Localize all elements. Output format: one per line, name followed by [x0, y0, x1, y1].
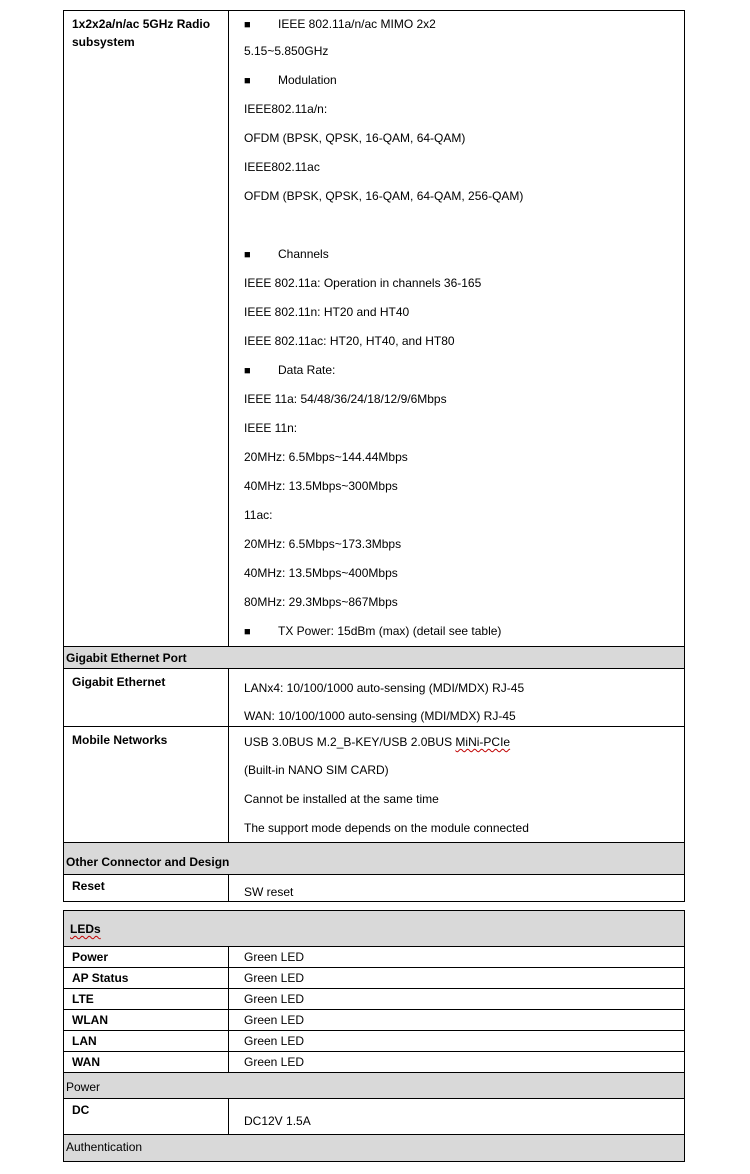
radio-line: ■ IEEE 802.11a/n/ac MIMO 2x2 [244, 11, 684, 37]
leds-section-header [64, 911, 684, 947]
mobile-label: Mobile Networks [64, 727, 229, 842]
radio-line: IEEE 11n: [244, 421, 298, 435]
mobile-line-note: Cannot be installed at the same time [244, 792, 439, 806]
radio-line: IEEE802.11a/n: [244, 102, 328, 116]
gigabit-line-lan: LANx4: 10/100/1000 auto-sensing (MDI/MDX) RJ-45 [244, 681, 525, 695]
mobile-values [229, 727, 684, 842]
radio-line: ■ Channels [244, 240, 684, 269]
led-row [64, 989, 684, 1010]
led-value: Green LED [244, 1034, 305, 1048]
radio-line: 40MHz: 13.5Mbps~300Mbps [244, 479, 398, 493]
mobile-line-mode: The support mode depends on the module connected [244, 821, 529, 835]
radio-line: OFDM (BPSK, QPSK, 16-QAM, 64-QAM) [244, 131, 466, 145]
radio-line: 11ac: [244, 508, 273, 522]
gigabit-section-header: Gigabit Ethernet Port [64, 647, 684, 669]
led-row [64, 947, 684, 968]
led-row [64, 1010, 684, 1031]
led-row [64, 968, 684, 989]
led-value: Green LED [244, 971, 305, 985]
authentication-section-header: Authentication [64, 1135, 684, 1161]
reset-value: SW reset [244, 885, 294, 899]
dc-value: DC12V 1.5A [244, 1114, 311, 1128]
led-rows [64, 947, 684, 1073]
led-label: AP Status [64, 968, 229, 988]
radio-line: IEEE802.11ac [244, 160, 320, 174]
mobile-bus-flagged: MiNi-PCIe [455, 735, 511, 749]
mobile-row [64, 727, 684, 843]
radio-line: ■ TX Power: 15dBm (max) (detail see table) [244, 617, 684, 646]
mobile-line-sim: (Built-in NANO SIM CARD) [244, 763, 389, 777]
gigabit-label: Gigabit Ethernet [64, 669, 229, 726]
dc-row [64, 1099, 684, 1135]
led-row [64, 1031, 684, 1052]
dc-label: DC [64, 1099, 229, 1134]
radio-line: ■ Modulation [244, 66, 684, 95]
power-section-header: Power [64, 1073, 684, 1099]
radio-line: 40MHz: 13.5Mbps~400Mbps [244, 566, 398, 580]
reset-row [64, 875, 684, 901]
radio-line: IEEE 802.11a: Operation in channels 36-165 [244, 276, 482, 290]
led-label: LTE [64, 989, 229, 1009]
led-label: Power [64, 947, 229, 967]
radio-line: IEEE 11a: 54/48/36/24/18/12/9/6Mbps [244, 392, 447, 406]
gigabit-row [64, 669, 684, 727]
radio-row [64, 11, 684, 647]
mobile-bus-text: USB 3.0BUS M.2_B-KEY/USB 2.0BUS [244, 735, 456, 749]
radio-line: 80MHz: 29.3Mbps~867Mbps [244, 595, 398, 609]
radio-line: OFDM (BPSK, QPSK, 16-QAM, 64-QAM, 256-QAM) [244, 189, 524, 203]
led-value: Green LED [244, 950, 305, 964]
radio-line [244, 211, 684, 240]
spec-table-secondary [63, 910, 685, 1162]
radio-line: IEEE 802.11n: HT20 and HT40 [244, 305, 410, 319]
radio-label: 1x2x2a/n/ac 5GHz Radio subsystem [64, 11, 229, 646]
radio-values [229, 11, 684, 646]
gigabit-values [229, 669, 684, 726]
leds-section-title: LEDs [70, 922, 101, 936]
radio-line: 20MHz: 6.5Mbps~144.44Mbps [244, 450, 408, 464]
led-value: Green LED [244, 992, 305, 1006]
led-row [64, 1052, 684, 1073]
other-section-header: Other Connector and Design [64, 843, 684, 875]
led-value: Green LED [244, 1013, 305, 1027]
gigabit-line-wan: WAN: 10/100/1000 auto-sensing (MDI/MDX) RJ-45 [244, 709, 516, 723]
led-value: Green LED [244, 1055, 305, 1069]
mobile-line-bus [244, 727, 684, 756]
radio-line: 5.15~5.850GHz [244, 44, 329, 58]
radio-line: 20MHz: 6.5Mbps~173.3Mbps [244, 537, 402, 551]
led-label: WLAN [64, 1010, 229, 1030]
radio-line: ■ Data Rate: [244, 356, 684, 385]
radio-line: IEEE 802.11ac: HT20, HT40, and HT80 [244, 334, 455, 348]
reset-label: Reset [64, 875, 229, 901]
spec-table-main [63, 10, 685, 902]
led-label: LAN [64, 1031, 229, 1051]
led-label: WAN [64, 1052, 229, 1072]
